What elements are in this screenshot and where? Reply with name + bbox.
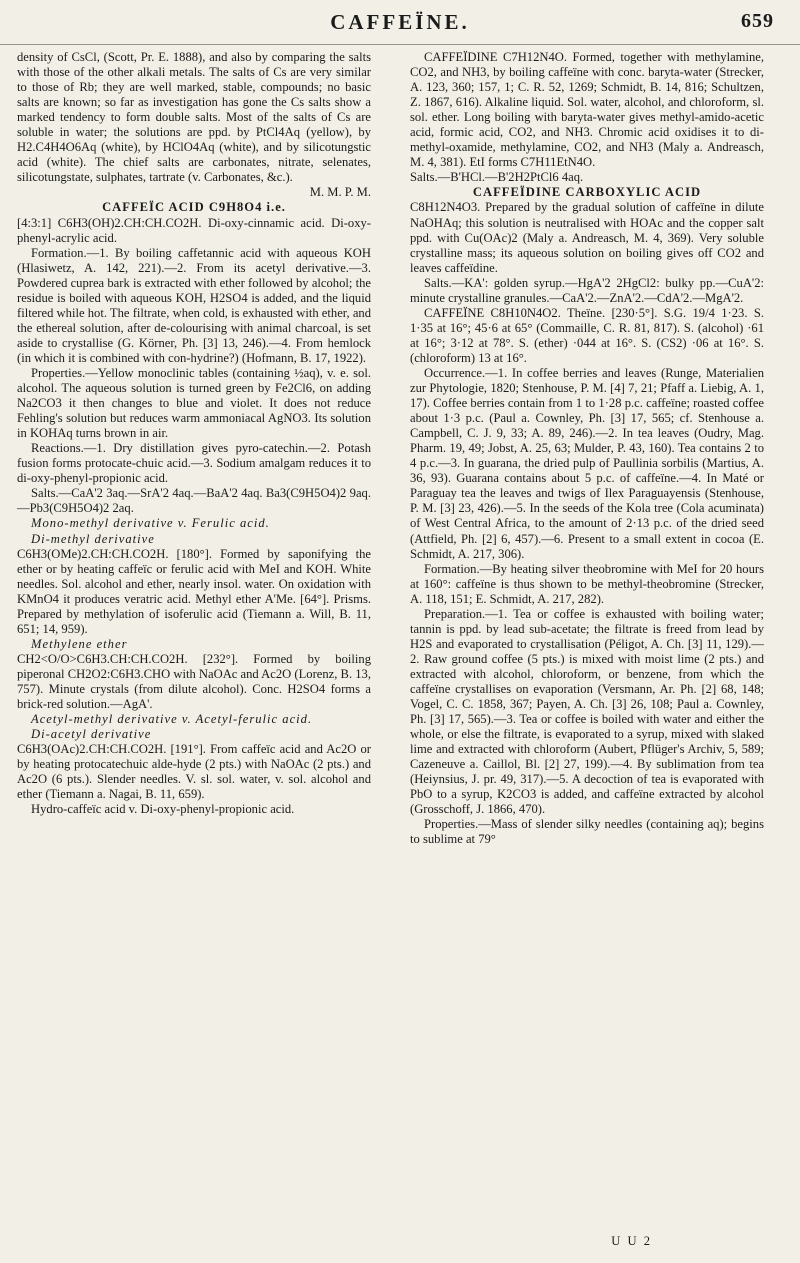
text-paragraph: Formation.—By heating silver theobromine with MeI for 20 hours at 160°: caffeïne is thus shown to be methyl-theobromine (Strecker, A. 118, 151; E. Schmidt, A. 217, 282). (410, 561, 764, 606)
text-paragraph: Di-methyl derivative (31, 531, 155, 546)
text-paragraph: Formation.—1. By boiling caffetannic acid with aqueous KOH (Hlasiwetz, A. 142, 221).—2. From its acetyl derivative.—3. Powdered cuprea bark is extracted with ether followed by alcohol; the residue is boiled with aqueous KOH, H2SO4 is added, and the liquid filtered while hot. The filtrate, when cold, is exhausted with ether, and the ethereal solution, after de-colourising with animal charcoal, is set aside to crystallise (G. Körner, Ph. [3] 13, 246).—4. From hemlock (in which it is combined with con-hydrine?) (Hofmann, B. 17, 1922). (17, 245, 371, 365)
text-paragraph: Salts.—B'HCl.—B'2H2PtCl6 4aq. (410, 170, 584, 185)
text-paragraph: Properties.—Yellow monoclinic tables (containing ½aq), v. e. sol. alcohol. The aqueous solution is turned green by Fe2Cl6, on adding Na2CO3 it then changes to blue and violet. It does not reduce Fehling's solution but reduces warm ammoniacal AgNO3. Its solution in KOHAq turns brown in air. (17, 365, 371, 441)
text-paragraph: [4:3:1] C6H3(OH)2.CH:CH.CO2H. Di-oxy-cinnamic acid. Di-oxy-phenyl-acrylic acid. (17, 215, 371, 245)
right-column (410, 50, 764, 847)
entry-heading: CAFFEÏDINE CARBOXYLIC ACID (472, 185, 702, 200)
text-paragraph: C6H3(OMe)2.CH:CH.CO2H. [180°]. Formed by saponifying the ether or by heating caffeïc or ferulic acid with MeI and KOH. White needles. Sol. alcohol and ether, nearly insol. water. On oxidation with KMnO4 it produces veratric acid. Methyl ether A'Me. [64°]. Prisms. Prepared by methylation of isoferulic acid (Tiemann a. Will, B. 11, 651; 14, 959). (17, 546, 371, 636)
text-paragraph: Occurrence.—1. In coffee berries and leaves (Runge, Materialien zur Phytologie, 1820; Stenhouse, P. M. [4] 7, 21; Pfaff a. Liebig, A. 1, 17). Coffee berries contain from 1 to 1·28 p.c. caffeïne; roasted coffee about 1·3 p.c. (Paul a. Cownley, Ph. [3] 17, 565; cf. Stenhouse a. Campbell, C. J. 9, 33; A. 89, 246).—2. In tea leaves (Oudry, Mag. Pharm. 19, 49; Jobst, A. 25, 63; Mulder, P. 43, 160). Tea contains 2 to 4 p.c.—3. In guarana, the dried pulp of Paullinia sorbilis (Martius, A. 36, 93). Guarana contains about 5 p.c. of caffeïne.—4. In Maté or Paraguay tea the leaves and twigs of Ilex Paraguayensis (Stenhouse, P. M. [3] 23, 426).—5. In the seeds of the Kola tree (Cola acuminata) of West Central Africa, to the amount of 2·13 p.c. of the dried seed (Attfield, Ph. [2] 6, 457).—6. Present to a small extent in cocoa (E. Schmidt, A. 217, 306). (410, 365, 764, 561)
text-paragraph: Acetyl-methyl derivative v. Acetyl-ferulic acid. (31, 712, 313, 727)
text-paragraph: Reactions.—1. Dry distillation gives pyro-catechin.—2. Potash fusion forms protocate-chuic acid.—3. Sodium amalgam reduces it to di-oxy-phenyl-propionic acid. (17, 441, 371, 486)
text-paragraph: CAFFEÏNE C8H10N4O2. Theïne. [230·5°]. S.G. 19/4 1·23. S. 1·35 at 16°; 45·6 at 65° (Commaille, C. R. 81, 817). S. (alcohol) ·61 at 16°; 3·12 at 78°. S. (ether) ·044 at 16°. S. (CS2) ·06 at 16°. S. (chloroform) 13 at 16°. (410, 305, 764, 365)
text-paragraph: C6H3(OAc)2.CH:CH.CO2H. [191°]. From caffeïc acid and Ac2O or by heating protocatechuic alde-hyde (2 pts.) with NaOAc (2 pts.) and Ac2O (6 pts.). Slender needles. V. sl. sol. water, v. sol. alcohol and ether (Tiemann a. Nagai, B. 11, 659). (17, 742, 371, 802)
text-paragraph: C8H12N4O3. Prepared by the gradual solution of caffeïne in dilute NaOHAq; this solution is neutralised with HOAc and the copper salt ppd. with Cu(OAc)2 (Maly a. Andreasch, M. 4, 369). Very soluble crystalline mass; its aqueous solution on boiling gives off CO2 and leaves caffeïdine. (410, 200, 764, 275)
text-paragraph: M. M. P. M. (309, 185, 371, 200)
text-paragraph: Salts.—CaA'2 3aq.—SrA'2 4aq.—BaA'2 4aq. Ba3(C9H5O4)2 9aq.—Pb3(C9H5O4)2 2aq. (17, 486, 371, 516)
text-paragraph: Methylene ether (31, 636, 128, 651)
left-column (17, 50, 371, 817)
page-title: CAFFEÏNE. (330, 10, 470, 34)
page-number: 659 (741, 10, 774, 32)
text-paragraph: Mono-methyl derivative v. Ferulic acid. (31, 516, 270, 531)
text-paragraph: Preparation.—1. Tea or coffee is exhausted with boiling water; tannin is ppd. by lead sub-acetate; the filtrate is freed from lead by H2S and evaporated to crystallisation (Péligot, A. Ch. [3] 11, 129).—2. Raw ground coffee (5 pts.) is mixed with moist lime (2 pts.) and extracted with alcohol, chloroform, or benzene, from which the caffeïne crystallises on evaporation (Versmann, Ar. Ph. [2] 68, 148; Vogel, C. C. 1858, 367; Payen, A. Ch. [3] 26, 108; Paul a. Cownley, Ph. [3] 17, 565).—3. Tea or coffee is boiled with water and either the whole, or else the filtrate, is evaporated to a syrup, mixed with slaked lime and extracted with chloroform (Aubert, Pflüger's Archiv, 5, 589; Cazeneuve a. Caillol, Bl. [2] 27, 199).—4. By sublimation from tea (Heiynsius, J. pr. 49, 317).—5. A decoction of tea is evaporated with PbO to a syrup, K2CO3 is added, and caffeïne extracted by alcohol (Grosschoff, J. 1866, 470). (410, 606, 764, 817)
text-paragraph: CAFFEÏDINE C7H12N4O. Formed, together with methylamine, CO2, and NH3, by boiling caffeïne with conc. baryta-water (Strecker, A. 123, 360; 157, 1; C. R. 52, 1269; Schmidt, B. 14, 816; Schultzen, Z. 1867, 616). Alkaline liquid. Sol. water, alcohol, and chloroform, sl. sol. ether. Long boiling with baryta-water gives methyl-amido-acetic acid, formic acid, CO2, and NH3. Chromic acid oxidises it to di-methyl-oxamide, methylamine, CO2, and NH3 (Maly a. Andreasch, M. 4, 381). EtI forms C7H11EtN4O. (410, 50, 764, 170)
running-head (0, 0, 800, 45)
text-paragraph: density of CsCl, (Scott, Pr. E. 1888), and also by comparing the salts with those of the other alkali metals. The salts of Cs are very similar to those of Rb; they are well marked, stable, compounds; no basic salts are known; so far as investigation has gone the Cs salts show a marked tendency to form double salts. Most of the salts of Cs are soluble in water; the solutions are ppd. by PtCl4Aq (yellow), by H2.C4H4O6Aq (white), by HClO4Aq (white), and by silicotungstic acid (white). The chief salts are carbonates, nitrate, selenates, silicotungstate, sulphates, tartrate (v. Carbonates, &c.). (17, 50, 371, 185)
text-paragraph: Hydro-caffeïc acid v. Di-oxy-phenyl-propionic acid. (31, 802, 295, 817)
text-paragraph: Properties.—Mass of slender silky needles (containing aq); begins to sublime at 79° (410, 817, 764, 847)
text-paragraph: Salts.—KA': golden syrup.—HgA'2 2HgCl2: bulky pp.—CuA'2: minute crystalline granules.—CaA'2.—ZnA'2.—CdA'2.—MgA'2. (410, 275, 764, 305)
entry-heading: CAFFEÏC ACID C9H8O4 i.e. (102, 200, 286, 215)
text-paragraph: CH2<O/O>C6H3.CH:CH.CO2H. [232°]. Formed by boiling piperonal CH2O2:C6H3.CHO with NaOAc and Ac2O (Lorenz, B. 13, 757). Minute crystals (from dilute alcohol). Conc. H2SO4 forms a brick-red solution.—AgA'. (17, 651, 371, 712)
text-paragraph: Di-acetyl derivative (31, 727, 152, 742)
signature-mark: U U 2 (611, 1234, 652, 1248)
